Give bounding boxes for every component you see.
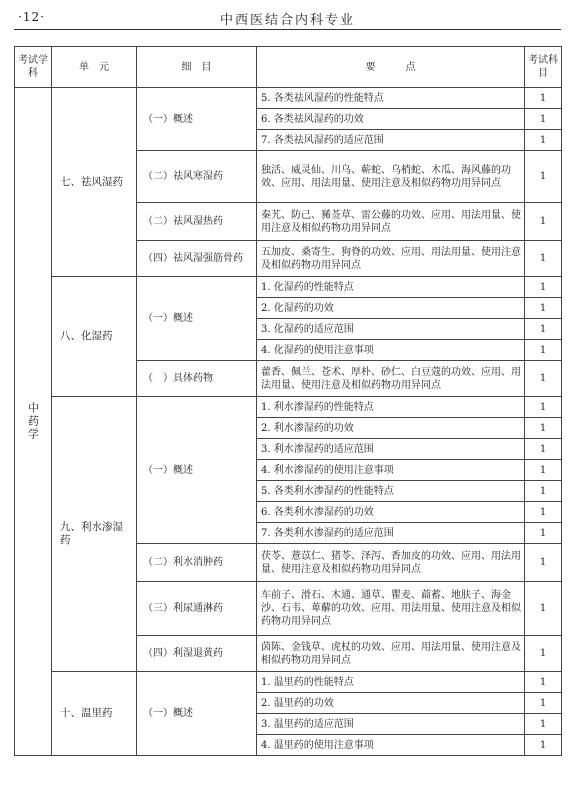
detail-cell: （一）概述 bbox=[137, 672, 257, 756]
detail-cell: （二）祛风寒湿药 bbox=[137, 151, 257, 203]
score-cell: 1 bbox=[525, 298, 562, 319]
point-cell: 3. 温里药的适应范围 bbox=[257, 714, 525, 735]
point-cell: 5. 各类利水渗湿药的性能特点 bbox=[257, 481, 525, 502]
score-cell: 1 bbox=[525, 460, 562, 481]
point-cell: 茵陈、金钱草、虎杖的功效、应用、用法用量、使用注意及相似药物功用异同点 bbox=[257, 636, 525, 672]
point-cell: 1. 化湿药的性能特点 bbox=[257, 277, 525, 298]
detail-cell: （一）概述 bbox=[137, 397, 257, 544]
point-cell: 7. 各类祛风湿药的适应范围 bbox=[257, 130, 525, 151]
subject-cell: 中药学 bbox=[15, 88, 52, 756]
col-point-header: 要 点 bbox=[257, 47, 525, 88]
score-cell: 1 bbox=[525, 88, 562, 109]
point-cell: 茯苓、薏苡仁、猪苓、泽泻、香加皮的功效、应用、用法用量、使用注意及相似药物功用异同点 bbox=[257, 544, 525, 582]
table-row bbox=[15, 397, 562, 418]
detail-cell: （四）利湿退黄药 bbox=[137, 636, 257, 672]
point-cell: 车前子、滑石、木通、通草、瞿麦、萹蓄、地肤子、海金沙、石韦、萆薢的功效、应用、用法用量、使用注意及相似药物功用异同点 bbox=[257, 582, 525, 636]
score-cell: 1 bbox=[525, 544, 562, 582]
score-cell: 1 bbox=[525, 714, 562, 735]
score-cell: 1 bbox=[525, 203, 562, 241]
score-cell: 1 bbox=[525, 672, 562, 693]
header-rule bbox=[14, 29, 561, 30]
detail-cell: （一）概述 bbox=[137, 277, 257, 361]
page-header bbox=[0, 0, 575, 30]
point-cell: 4. 温里药的使用注意事项 bbox=[257, 735, 525, 756]
point-cell: 1. 温里药的性能特点 bbox=[257, 672, 525, 693]
point-cell: 6. 各类祛风湿药的功效 bbox=[257, 109, 525, 130]
score-cell: 1 bbox=[525, 397, 562, 418]
page-title: 中西医结合内科专业 bbox=[219, 13, 355, 28]
score-cell: 1 bbox=[525, 277, 562, 298]
score-cell: 1 bbox=[525, 439, 562, 460]
score-cell: 1 bbox=[525, 481, 562, 502]
col-detail-header: 细 目 bbox=[137, 47, 257, 88]
score-cell: 1 bbox=[525, 151, 562, 203]
table-row bbox=[15, 277, 562, 298]
point-cell: 藿香、佩兰、苍术、厚朴、砂仁、白豆蔻的功效、应用、用法用量、使用注意及相似药物功用异同点 bbox=[257, 361, 525, 397]
page-number: ·12· bbox=[18, 10, 45, 24]
point-cell: 2. 利水渗湿药的功效 bbox=[257, 418, 525, 439]
score-cell: 1 bbox=[525, 109, 562, 130]
score-cell: 1 bbox=[525, 361, 562, 397]
unit-cell: 七、祛风湿药 bbox=[52, 88, 137, 277]
score-cell: 1 bbox=[525, 735, 562, 756]
detail-cell: （四）祛风湿强筋骨药 bbox=[137, 241, 257, 277]
score-cell: 1 bbox=[525, 418, 562, 439]
col-subject-header: 考试学科 bbox=[15, 47, 52, 88]
score-cell: 1 bbox=[525, 636, 562, 672]
point-cell: 3. 利水渗湿药的适应范围 bbox=[257, 439, 525, 460]
detail-cell: （一）概述 bbox=[137, 88, 257, 151]
detail-cell: （三）利尿通淋药 bbox=[137, 582, 257, 636]
col-unit-header: 单 元 bbox=[52, 47, 137, 88]
col-score-header: 考试科目 bbox=[525, 47, 562, 88]
unit-cell: 十、温里药 bbox=[52, 672, 137, 756]
score-cell: 1 bbox=[525, 693, 562, 714]
unit-cell: 八、化湿药 bbox=[52, 277, 137, 397]
point-cell: 6. 各类利水渗湿药的功效 bbox=[257, 502, 525, 523]
score-cell: 1 bbox=[525, 582, 562, 636]
score-cell: 1 bbox=[525, 523, 562, 544]
point-cell: 2. 温里药的功效 bbox=[257, 693, 525, 714]
score-cell: 1 bbox=[525, 241, 562, 277]
table-row bbox=[15, 672, 562, 693]
point-cell: 1. 利水渗湿药的性能特点 bbox=[257, 397, 525, 418]
point-cell: 4. 利水渗湿药的使用注意事项 bbox=[257, 460, 525, 481]
unit-cell: 九、利水渗湿药 bbox=[52, 397, 137, 672]
point-cell: 2. 化湿药的功效 bbox=[257, 298, 525, 319]
point-cell: 独活、威灵仙、川乌、蕲蛇、乌梢蛇、木瓜、海风藤的功效、应用、用法用量、使用注意及相似药物功用异同点 bbox=[257, 151, 525, 203]
detail-cell: （二）利水消肿药 bbox=[137, 544, 257, 582]
score-cell: 1 bbox=[525, 340, 562, 361]
point-cell: 4. 化湿药的使用注意事项 bbox=[257, 340, 525, 361]
point-cell: 5. 各类祛风湿药的性能特点 bbox=[257, 88, 525, 109]
table-row bbox=[15, 88, 562, 109]
score-cell: 1 bbox=[525, 502, 562, 523]
syllabus-table bbox=[14, 46, 562, 756]
point-cell: 7. 各类利水渗湿药的适应范围 bbox=[257, 523, 525, 544]
score-cell: 1 bbox=[525, 130, 562, 151]
detail-cell: （二）祛风湿热药 bbox=[137, 203, 257, 241]
table-header-row bbox=[15, 47, 562, 88]
score-cell: 1 bbox=[525, 319, 562, 340]
detail-cell: （ ）具体药物 bbox=[137, 361, 257, 397]
point-cell: 五加皮、桑寄生、狗脊的功效、应用、用法用量、使用注意及相似药物功用异同点 bbox=[257, 241, 525, 277]
point-cell: 3. 化湿药的适应范围 bbox=[257, 319, 525, 340]
point-cell: 秦艽、防己、豨莶草、雷公藤的功效、应用、用法用量、使用注意及相似药物功用异同点 bbox=[257, 203, 525, 241]
